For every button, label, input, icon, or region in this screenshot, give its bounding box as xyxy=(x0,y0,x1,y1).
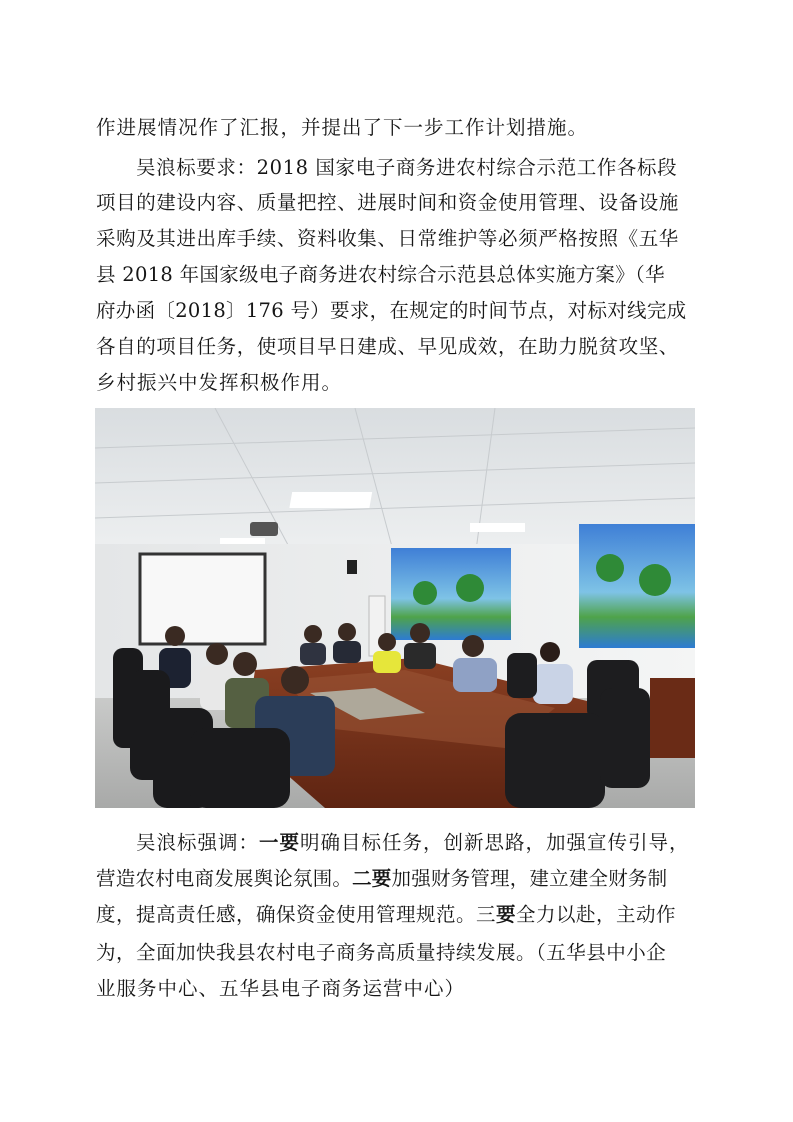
text-run: 度，提高责任感，确保资金使用管理规范。三 xyxy=(96,903,497,926)
paragraph-line: 作进展情况作了汇报，并提出了下一步工作计划措施。 xyxy=(96,116,589,139)
paragraph-line: 乡村振兴中发挥积极作用。 xyxy=(96,371,343,394)
paragraph-line: 项目的建设内容、质量把控、进展时间和资金使用管理、设备设施 xyxy=(96,191,679,214)
paragraph-line: 业服务中心、五华县电子商务运营中心） xyxy=(96,977,466,1000)
bold-text: 二要 xyxy=(352,867,392,890)
paragraph-line: 各自的项目任务，使项目早日建成、早见成效，在助力脱贫攻坚、 xyxy=(96,335,679,358)
bold-text: 一要 xyxy=(259,831,301,854)
paragraph-line xyxy=(96,902,676,928)
text-run: 加强财务管理，建立建全财务制 xyxy=(391,867,668,890)
text-run: 吴浪标强调： xyxy=(136,831,260,854)
meeting-photo xyxy=(95,408,695,808)
paragraph-line xyxy=(96,866,667,892)
paragraph-line: 县 2018 年国家级电子商务进农村综合示范县总体实施方案》（华 xyxy=(96,263,665,286)
text-run: 全力以赴，主动作 xyxy=(516,903,677,926)
paragraph-line: 府办函〔2018〕176 号）要求，在规定的时间节点，对标对线完成 xyxy=(96,299,687,322)
paragraph-line: 吴浪标要求：2018 国家电子商务进农村综合示范工作各标段 xyxy=(136,156,678,179)
paragraph-line: 采购及其进出库手续、资料收集、日常维护等必须严格按照《五华 xyxy=(96,227,679,250)
text-run: 营造农村电商发展舆论氛围。 xyxy=(96,867,353,890)
bold-text: 要 xyxy=(496,903,517,926)
text-run: 明确目标任务，创新思路，加强宣传引导， xyxy=(300,831,690,854)
paragraph-line xyxy=(96,830,699,856)
paragraph-line: 为，全面加快我县农村电子商务高质量持续发展。（五华县中小企 xyxy=(96,941,667,964)
